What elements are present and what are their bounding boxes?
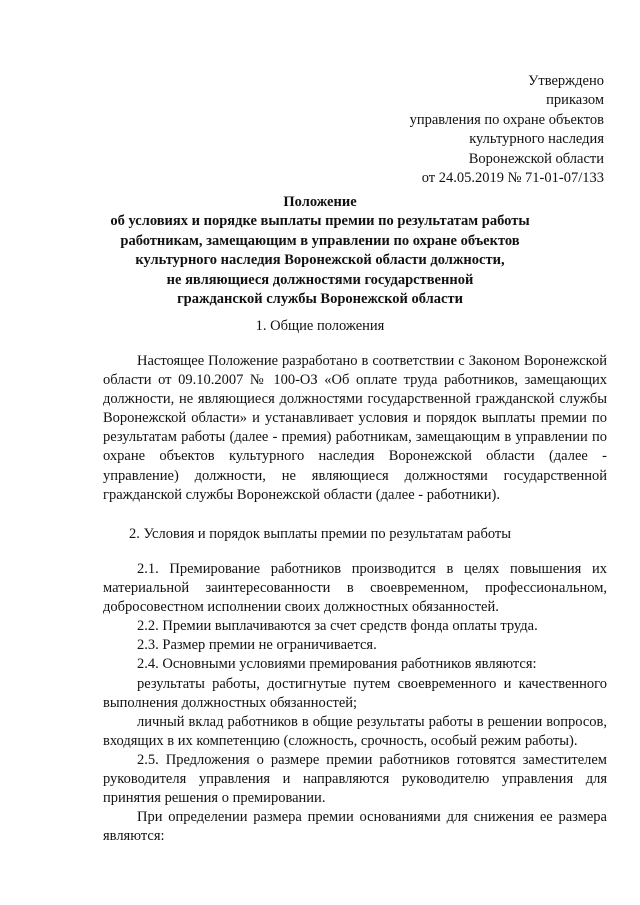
paragraph: Настоящее Положение разработано в соответствии с Законом Воронежской области от 09.10.2007 № 100-ОЗ «Об оплате труда работников, замещающих должности, не являющиеся должностями государственной гражданской службы Воронежской области» и устанавливает условия и порядок выплаты премии по результатам работы (далее - премия) работникам, замещающим в управлении по охране объектов культурного наследия Воронежской области (далее - управление) должности, не являющиеся должностями государственной гражданской службы Воронежской области (далее - работники).	[103, 353, 607, 503]
paragraph-condition-1: результаты работы, достигнутые путем своевременного и качественного выполнения должностных обязанностей;	[103, 675, 607, 711]
document-title	[100, 193, 540, 309]
section-1-heading: 1. Общие положения	[255, 318, 385, 334]
approval-block	[410, 72, 604, 188]
approval-line: приказом	[546, 92, 604, 109]
section-2-heading: 2. Условия и порядок выплаты премии по результатам работы	[129, 526, 511, 542]
title-line: гражданской службы Воронежской области	[177, 291, 463, 308]
title-line: культурного наследия Воронежской области должности,	[135, 252, 505, 269]
paragraph-condition-2: личный вклад работников в общие результаты работы в решении вопросов, входящих в их компетенцию (сложность, срочность, особый режим работы).	[103, 713, 607, 749]
approval-line: управления по охране объектов	[409, 111, 604, 128]
title-line: работникам, замещающим в управлении по охране объектов	[120, 232, 520, 249]
title-line: не являющиеся должностями государственной	[166, 271, 474, 288]
paragraph-2-3: 2.3. Размер премии не ограничивается.	[137, 637, 377, 654]
paragraph-2-2: 2.2. Премии выплачиваются за счет средств фонда оплаты труда.	[137, 618, 538, 635]
section-2-body	[103, 560, 607, 846]
paragraph-2-5: 2.5. Предложения о размере премии работников готовятся заместителем руководителя управления и направляются руководителю управления для принятия решения о премировании.	[103, 751, 607, 807]
title-line: Положение	[283, 194, 357, 210]
title-line: об условиях и порядке выплаты премии по результатам работы	[110, 213, 530, 230]
section-1-body	[103, 352, 607, 505]
paragraph-2-4: 2.4. Основными условиями премирования работников являются:	[137, 656, 537, 673]
approval-line: Воронежской области	[468, 150, 604, 167]
paragraph-reduction: При определении размера премии основаниями для снижения ее размера являются:	[103, 809, 607, 845]
approval-line: культурного наследия	[469, 131, 604, 148]
paragraph-2-1: 2.1. Премирование работников производится в целях повышения их материальной заинтересованности в своевременном, профессиональном, добросовестном исполнении своих должностных обязанностей.	[103, 561, 607, 616]
approval-line: от 24.05.2019 № 71-01-07/133	[421, 170, 604, 187]
approval-line: Утверждено	[528, 73, 604, 89]
